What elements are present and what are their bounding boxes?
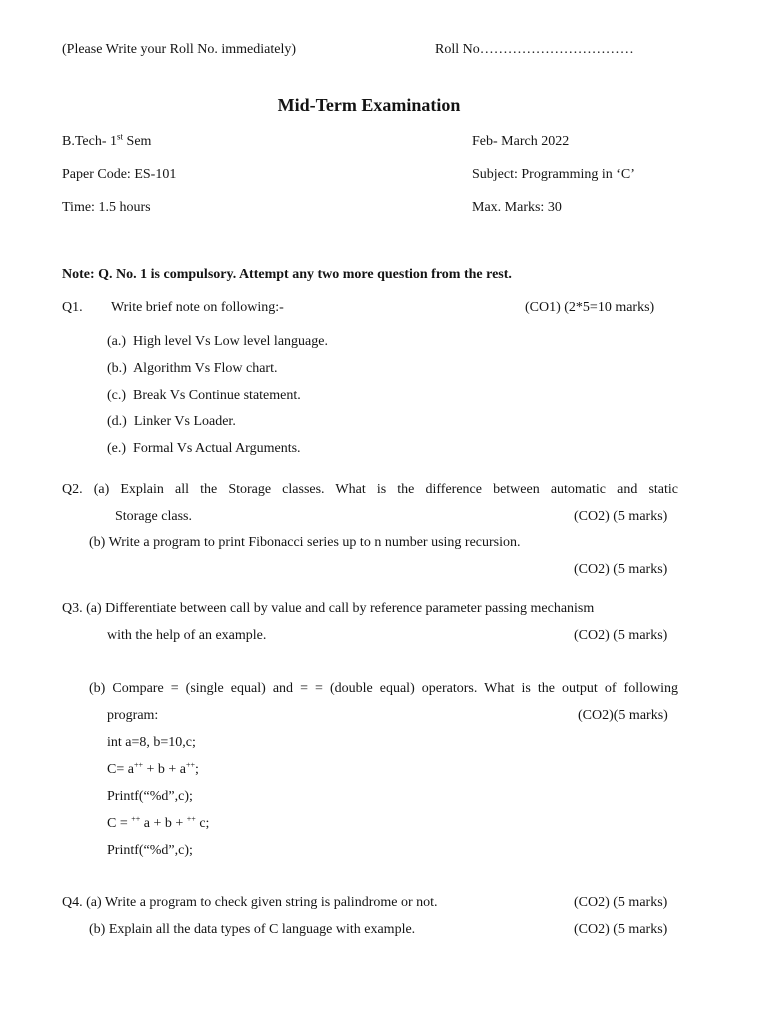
q3b-text: (b) Compare = (single equal) and = = (double equal) operators. What is the output of following xyxy=(89,681,678,696)
course-prefix: B.Tech- 1 xyxy=(62,134,118,149)
q1-marks: (CO1) (2*5=10 marks) xyxy=(525,300,655,315)
q1-item-label: (d.) xyxy=(107,414,127,429)
q1-item-text: Algorithm Vs Flow chart. xyxy=(133,361,278,376)
q1-item xyxy=(107,334,328,351)
q2a-marks: (CO2) (5 marks) xyxy=(574,509,668,524)
q1-text: Write brief note on following:- xyxy=(111,300,284,315)
q1-item xyxy=(107,414,236,431)
code-line-4 xyxy=(107,816,209,833)
q3b-text-cont: program: xyxy=(107,708,159,723)
roll-number-field xyxy=(435,42,634,59)
q1-item-text: Break Vs Continue statement. xyxy=(133,388,301,403)
q3a-text-cont: with the help of an example. xyxy=(107,628,267,643)
q1-item-label: (e.) xyxy=(107,441,127,456)
q2b-marks: (CO2) (5 marks) xyxy=(574,562,668,577)
increment-operator: ++ xyxy=(186,760,196,770)
q1-item xyxy=(107,388,301,405)
q2b-text: (b) Write a program to print Fibonacci series up to n number using recursion. xyxy=(89,535,521,550)
q1-item-label: (b.) xyxy=(107,361,127,376)
code-segment: C = xyxy=(107,816,132,831)
q3a-marks: (CO2) (5 marks) xyxy=(574,628,668,643)
max-marks: Max. Marks: 30 xyxy=(472,200,562,215)
q1-number: Q1. xyxy=(62,300,83,315)
q4a-text: Q4. (a) Write a program to check given string is palindrome or not. xyxy=(62,895,438,910)
code-segment: + b + a xyxy=(142,762,186,777)
q2a-text-cont: Storage class. xyxy=(115,509,192,524)
subject: Subject: Programming in ‘C’ xyxy=(472,167,635,182)
code-line-2 xyxy=(107,762,199,779)
code-segment: a + b + xyxy=(140,816,187,831)
code-segment: C= a xyxy=(107,762,134,777)
roll-number-instruction: (Please Write your Roll No. immediately) xyxy=(62,42,297,57)
q1-item-text: Formal Vs Actual Arguments. xyxy=(133,441,301,456)
q1-item xyxy=(107,441,301,458)
course-suffix: Sem xyxy=(123,134,152,149)
increment-operator: ++ xyxy=(133,760,143,770)
code-segment: c; xyxy=(195,816,210,831)
q1-item-text: Linker Vs Loader. xyxy=(133,414,236,429)
q1-item xyxy=(107,361,277,378)
code-segment: ; xyxy=(195,762,199,777)
exam-session: Feb- March 2022 xyxy=(472,134,570,149)
code-line-1: int a=8, b=10,c; xyxy=(107,735,196,750)
roll-number-blank: …………………………… xyxy=(479,42,634,57)
roll-number-label: Roll No xyxy=(435,42,480,57)
q1-item-label: (c.) xyxy=(107,388,127,403)
q3b-marks: (CO2)(5 marks) xyxy=(578,708,668,723)
exam-title: Mid-Term Examination xyxy=(277,95,461,115)
course-info xyxy=(62,131,152,151)
increment-operator: ++ xyxy=(186,814,196,824)
q1-item-label: (a.) xyxy=(107,334,127,349)
code-line-3: Printf(“%d”,c); xyxy=(107,789,193,804)
q4b-marks: (CO2) (5 marks) xyxy=(574,922,668,937)
q2a-text: Q2. (a) Explain all the Storage classes. What is the difference between automatic and static xyxy=(62,482,678,497)
instructions-note: Note: Q. No. 1 is compulsory. Attempt any two more question from the rest. xyxy=(62,267,512,282)
q3a-text: Q3. (a) Differentiate between call by value and call by reference parameter passing mechanism xyxy=(62,601,595,616)
paper-code: Paper Code: ES-101 xyxy=(62,167,177,182)
course-superscript: st xyxy=(117,131,124,142)
q1-item-text: High level Vs Low level language. xyxy=(133,334,328,349)
time-allowed: Time: 1.5 hours xyxy=(62,200,151,215)
increment-operator: ++ xyxy=(131,814,141,824)
code-line-5: Printf(“%d”,c); xyxy=(107,843,193,858)
q4a-marks: (CO2) (5 marks) xyxy=(574,895,668,910)
q4b-text: (b) Explain all the data types of C language with example. xyxy=(89,922,416,937)
